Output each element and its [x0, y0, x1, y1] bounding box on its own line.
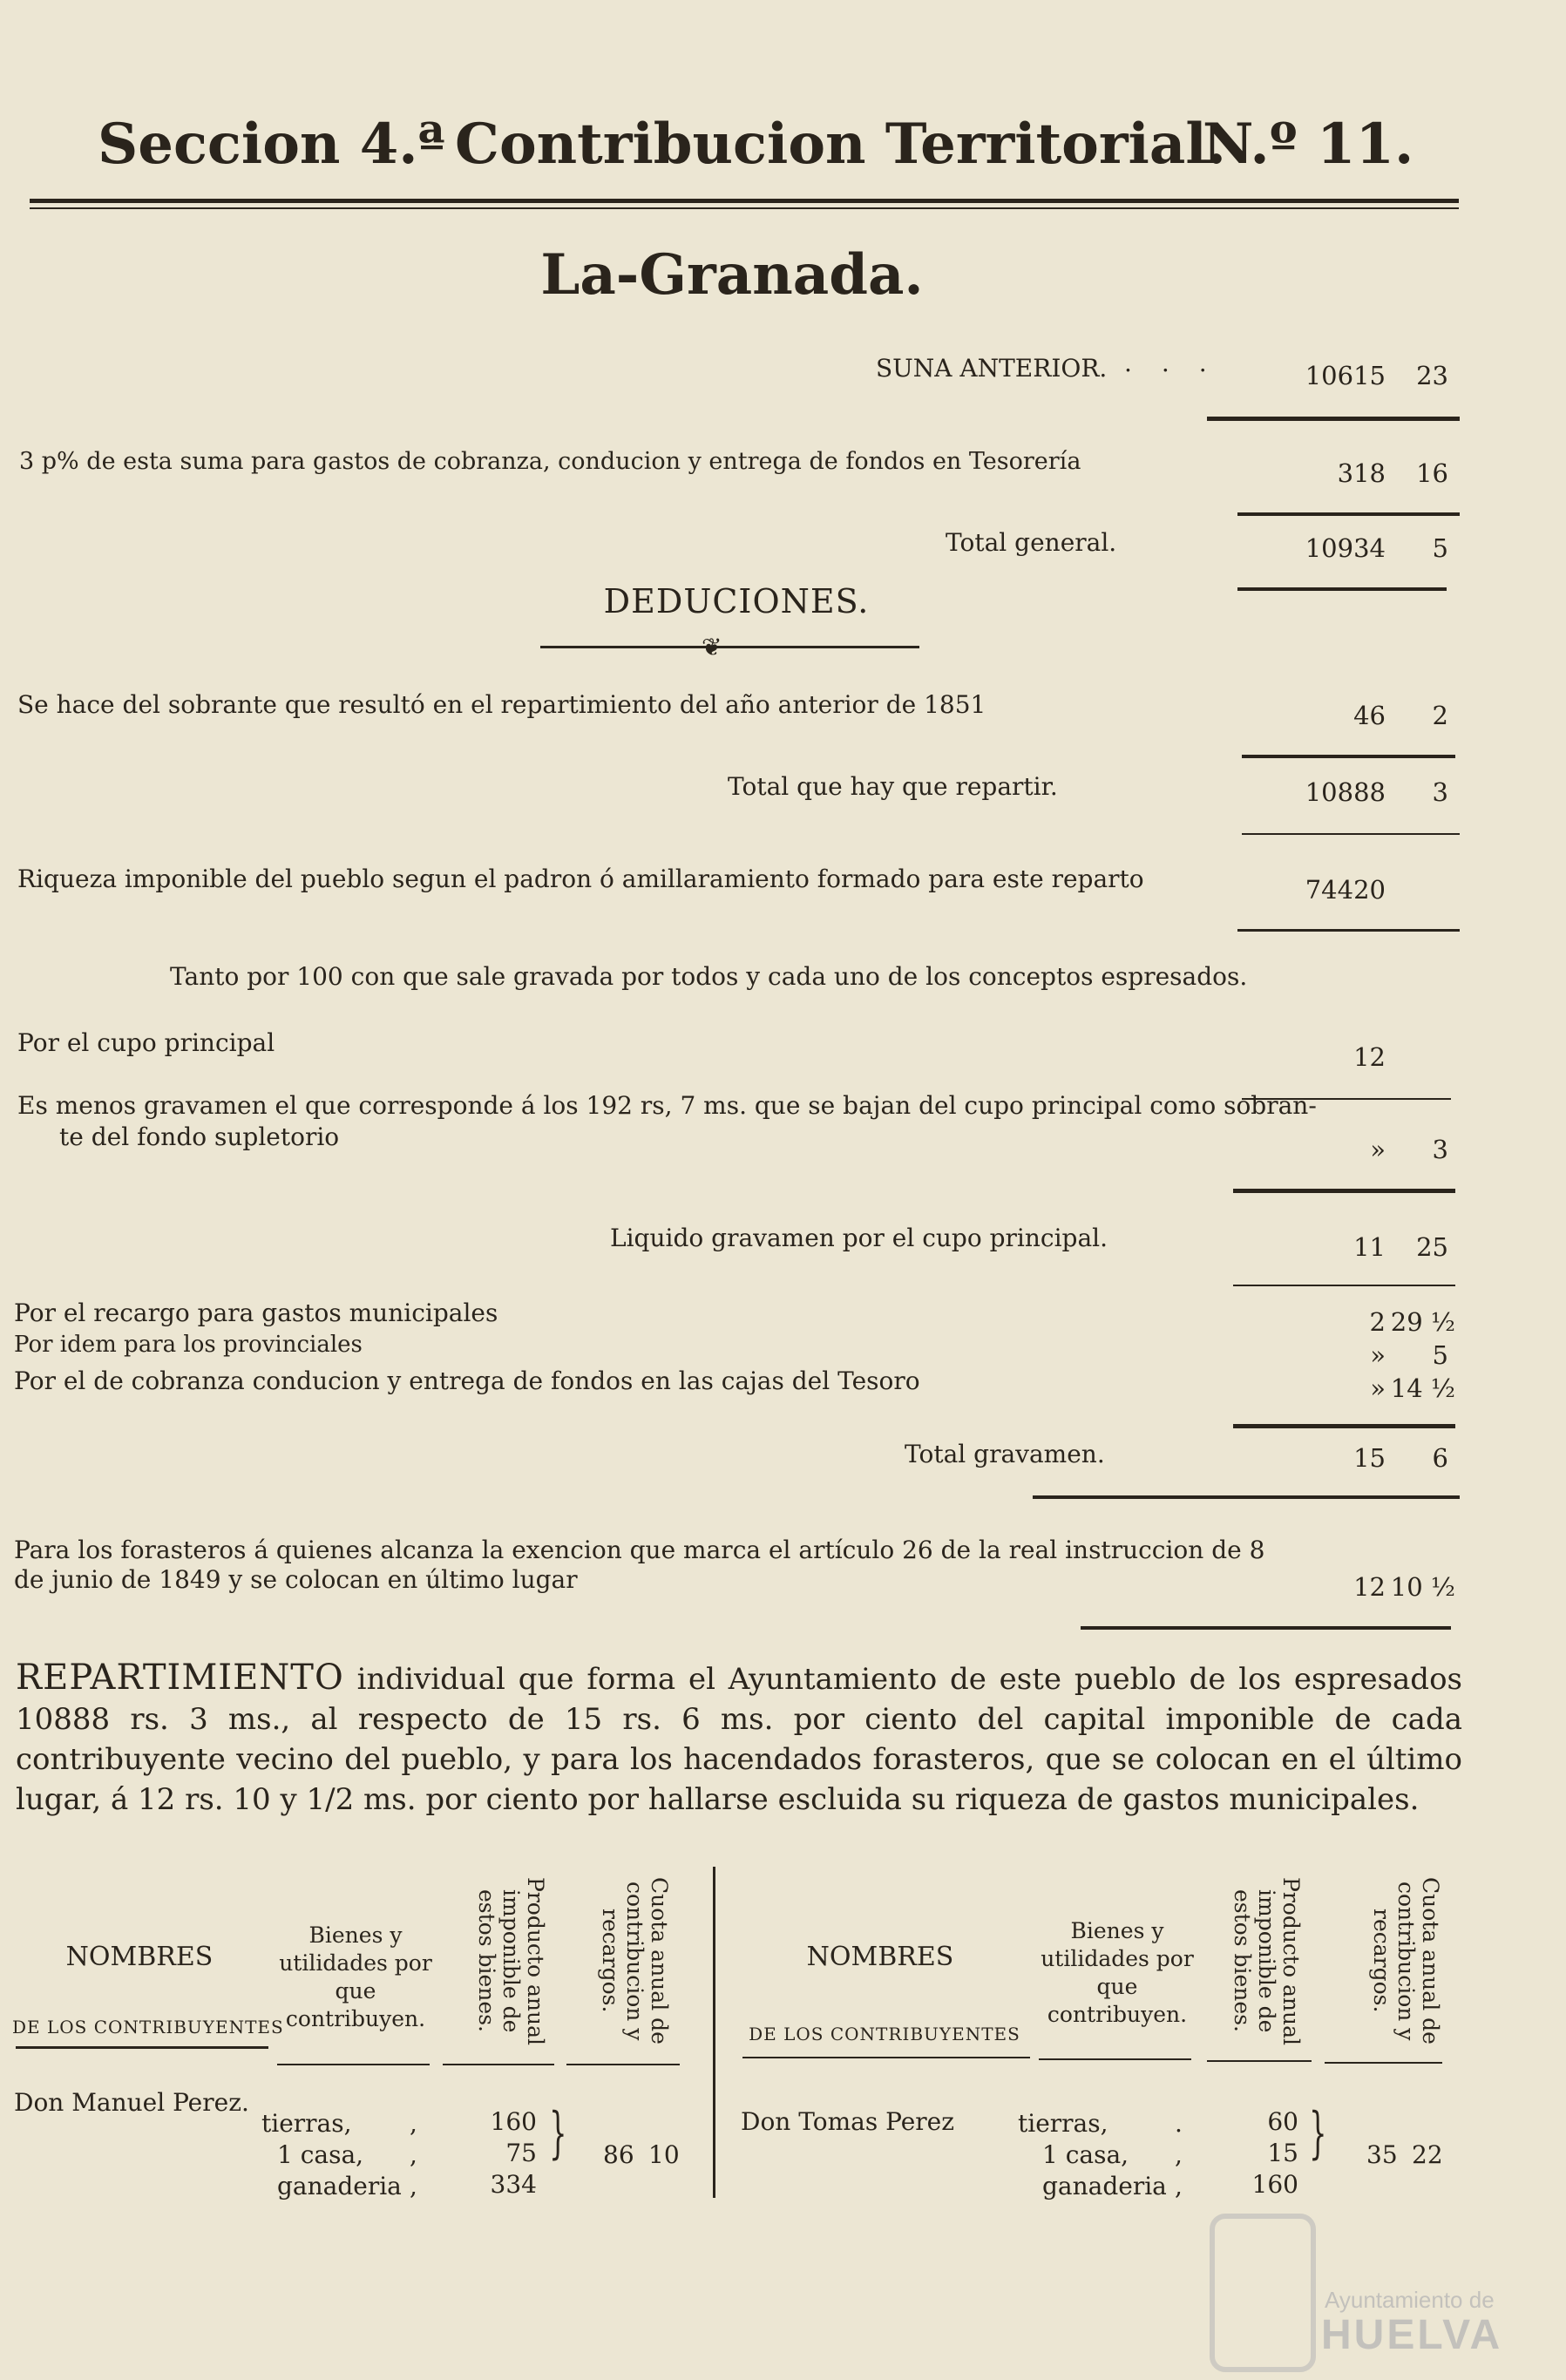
col-nombres-right: NOMBRES [806, 1942, 954, 1972]
liquido-value2: 25 [1416, 1232, 1448, 1262]
leader-dots: ... [1124, 349, 1237, 377]
separator-comma: , [1175, 2140, 1183, 2169]
total-gravamen-value2: 6 [1432, 1443, 1448, 1473]
total-gravamen-label: Total gravamen. [905, 1440, 1105, 1468]
recargo-cobranza-label: Por el de cobranza conducion y entrega de fondos en las cajas del Tesoro [14, 1366, 920, 1395]
section-label: Seccion 4.ª [98, 112, 445, 177]
riqueza-value: 74420 [1305, 875, 1386, 905]
separator-comma: , [410, 2172, 417, 2200]
cobranza-value2: 16 [1416, 458, 1448, 488]
total-general-value2: 5 [1432, 533, 1448, 563]
forasteros-value2: 10 ½ [1390, 1572, 1455, 1602]
total-repartir-value1: 10888 [1305, 777, 1386, 807]
document-number: N.º 11. [1203, 112, 1414, 177]
separator-comma: . [1175, 2109, 1183, 2138]
ayuntamiento-crest-icon [1210, 2214, 1316, 2372]
table-header-rule [277, 2064, 430, 2065]
col-bienes-left: Bienes y utilidades por que contribuyen. [279, 1922, 432, 2031]
contribuyente-name: Don Tomas Perez [741, 2107, 954, 2136]
town-name: La-Granada. [540, 242, 924, 308]
sum-rule [1237, 512, 1460, 516]
recargo-cobranza-value2: 14 ½ [1390, 1373, 1455, 1403]
repartimiento-lead: REPARTIMIENTO [16, 1658, 344, 1698]
total-general-label: Total general. [946, 528, 1117, 557]
document-title: Contribucion Territorial. [455, 112, 1226, 177]
recargo-municipal-value2: 29 ½ [1390, 1307, 1455, 1337]
col-nombres-left: NOMBRES [65, 1942, 214, 1972]
bienes-item: 1 casa, [1042, 2140, 1129, 2169]
sum-rule [1242, 755, 1455, 758]
table-header-rule [443, 2064, 554, 2065]
deduciones-title: DEDUCIONES. [603, 582, 870, 620]
repartimiento-text: individual que forma el Ayuntamiento de este pueblo de los espresados 10888 rs. 3 ms., al respecto de 15 rs. 6 ms. por ciento del capital imponible de cada contribuyente vecino del pueblo, y para los hacendados forasteros, que se colocan en el último lugar, á 12 rs. 10 y 1/2 ms. por ciento por hallarse escluida su riqueza de gastos municipales. [16, 1662, 1462, 1817]
forasteros-value1: 12 [1353, 1572, 1386, 1602]
cupo-value: 12 [1353, 1042, 1386, 1072]
cupo-label: Por el cupo principal [17, 1028, 275, 1057]
menos-label-line2: te del fondo supletorio [59, 1122, 340, 1151]
liquido-label: Liquido gravamen por el cupo principal. [610, 1224, 1108, 1252]
table-header-rule [742, 2057, 1030, 2058]
sum-rule [1207, 417, 1460, 421]
total-repartir-value2: 3 [1432, 777, 1448, 807]
suma-value1: 10615 [1305, 361, 1386, 390]
col-cuota-right: Cuota anual de contribucion y recargos. [1369, 1877, 1443, 2044]
recargo-municipal-label: Por el recargo para gastos municipales [14, 1298, 498, 1327]
tanto-title: Tanto por 100 con que sale gravada por todos y cada uno de los conceptos espresados. [170, 962, 1248, 991]
producto-value: 75 [505, 2139, 537, 2167]
col-bienes-right: Bienes y utilidades por que contribuyen. [1041, 1918, 1194, 2027]
recargo-municipal-value1: 2 [1369, 1307, 1386, 1337]
recargo-cobranza-value1: » [1370, 1373, 1386, 1403]
total-general-value1: 10934 [1305, 533, 1386, 563]
brace: } [549, 2101, 567, 2166]
sum-rule [1233, 1424, 1455, 1428]
header-rule [30, 199, 1459, 203]
menos-value2: 3 [1432, 1135, 1448, 1164]
cuota-value2: 10 [648, 2140, 680, 2169]
liquido-value1: 11 [1353, 1232, 1386, 1262]
separator-comma: , [410, 2109, 417, 2138]
sum-rule [1233, 1285, 1455, 1286]
producto-value: 160 [1251, 2170, 1298, 2199]
sum-rule [1233, 1189, 1455, 1193]
cuota-value1: 35 [1366, 2140, 1398, 2169]
cobranza-value1: 318 [1337, 458, 1386, 488]
ornament: ❦ [702, 633, 722, 661]
producto-value: 160 [490, 2107, 537, 2136]
sum-rule [1237, 929, 1460, 932]
col-cuota-left: Cuota anual de contribucion y recargos. [598, 1877, 672, 2044]
riqueza-label: Riqueza imponible del pueblo segun el padron ó amillaramiento formado para este reparto [17, 865, 1144, 893]
sobrante-value2: 2 [1432, 701, 1448, 730]
table-header-rule [1207, 2060, 1312, 2062]
cuota-value1: 86 [603, 2140, 634, 2169]
suma-label: SUNA ANTERIOR. [876, 354, 1108, 383]
cuota-value2: 22 [1412, 2140, 1443, 2169]
watermark-line2: HUELVA [1321, 2312, 1503, 2358]
recargo-provincial-label: Por idem para los provinciales [14, 1332, 363, 1358]
total-repartir-label: Total que hay que repartir. [728, 772, 1058, 801]
table-header-rule [1039, 2058, 1191, 2060]
producto-value: 15 [1267, 2139, 1298, 2167]
col-nombres-sub-right: DE LOS CONTRIBUYENTES [749, 2024, 1020, 2044]
table-header-rule [16, 2046, 268, 2049]
bienes-item: tierras, [1018, 2109, 1108, 2138]
bienes-item: ganaderia [1042, 2172, 1167, 2200]
col-producto-left: Producto anual imponible de estos bienes. [474, 1876, 548, 2045]
recargo-provincial-value2: 5 [1432, 1340, 1448, 1370]
header-rule-thin [30, 207, 1459, 209]
forasteros-label-line2: de junio de 1849 y se colocan en último lugar [14, 1565, 578, 1594]
menos-value1: » [1370, 1135, 1386, 1164]
sobrante-value1: 46 [1353, 701, 1386, 730]
col-producto-right: Producto anual imponible de estos bienes. [1230, 1876, 1304, 2045]
table-divider [713, 1867, 715, 2198]
bienes-item: tierras, [261, 2109, 352, 2138]
cobranza-label: 3 p% de esta suma para gastos de cobranza, conducion y entrega de fondos en Tesorería [19, 448, 1081, 475]
sum-rule [1033, 1495, 1460, 1499]
col-nombres-sub-left: DE LOS CONTRIBUYENTES [12, 2017, 284, 2038]
contribuyente-name: Don Manuel Perez. [14, 2088, 249, 2117]
forasteros-label-line1: Para los forasteros á quienes alcanza la exencion que marca el artículo 26 de la real instruccion de 8 [14, 1536, 1265, 1564]
sum-rule [1081, 1626, 1451, 1630]
total-gravamen-value1: 15 [1353, 1443, 1386, 1473]
watermark-line1: Ayuntamiento de [1325, 2287, 1495, 2313]
menos-label-line1: Es menos gravamen el que corresponde á los 192 rs, 7 ms. que se bajan del cupo principal como sobran- [17, 1091, 1317, 1120]
sobrante-label: Se hace del sobrante que resultó en el repartimiento del año anterior de 1851 [17, 690, 986, 719]
sum-rule [1242, 833, 1460, 835]
bienes-item: ganaderia [277, 2172, 402, 2200]
separator-comma: , [410, 2140, 417, 2169]
suma-value2: 23 [1416, 361, 1448, 390]
producto-value: 60 [1267, 2107, 1298, 2136]
bienes-item: 1 casa, [277, 2140, 364, 2169]
producto-value: 334 [490, 2170, 537, 2199]
recargo-provincial-value1: » [1370, 1340, 1386, 1370]
repartimiento-paragraph [16, 1658, 1462, 1820]
table-header-rule [1325, 2062, 1442, 2064]
brace: } [1309, 2101, 1327, 2166]
separator-comma: , [1175, 2172, 1183, 2200]
table-header-rule [566, 2064, 680, 2065]
ornament-rule [540, 646, 919, 648]
